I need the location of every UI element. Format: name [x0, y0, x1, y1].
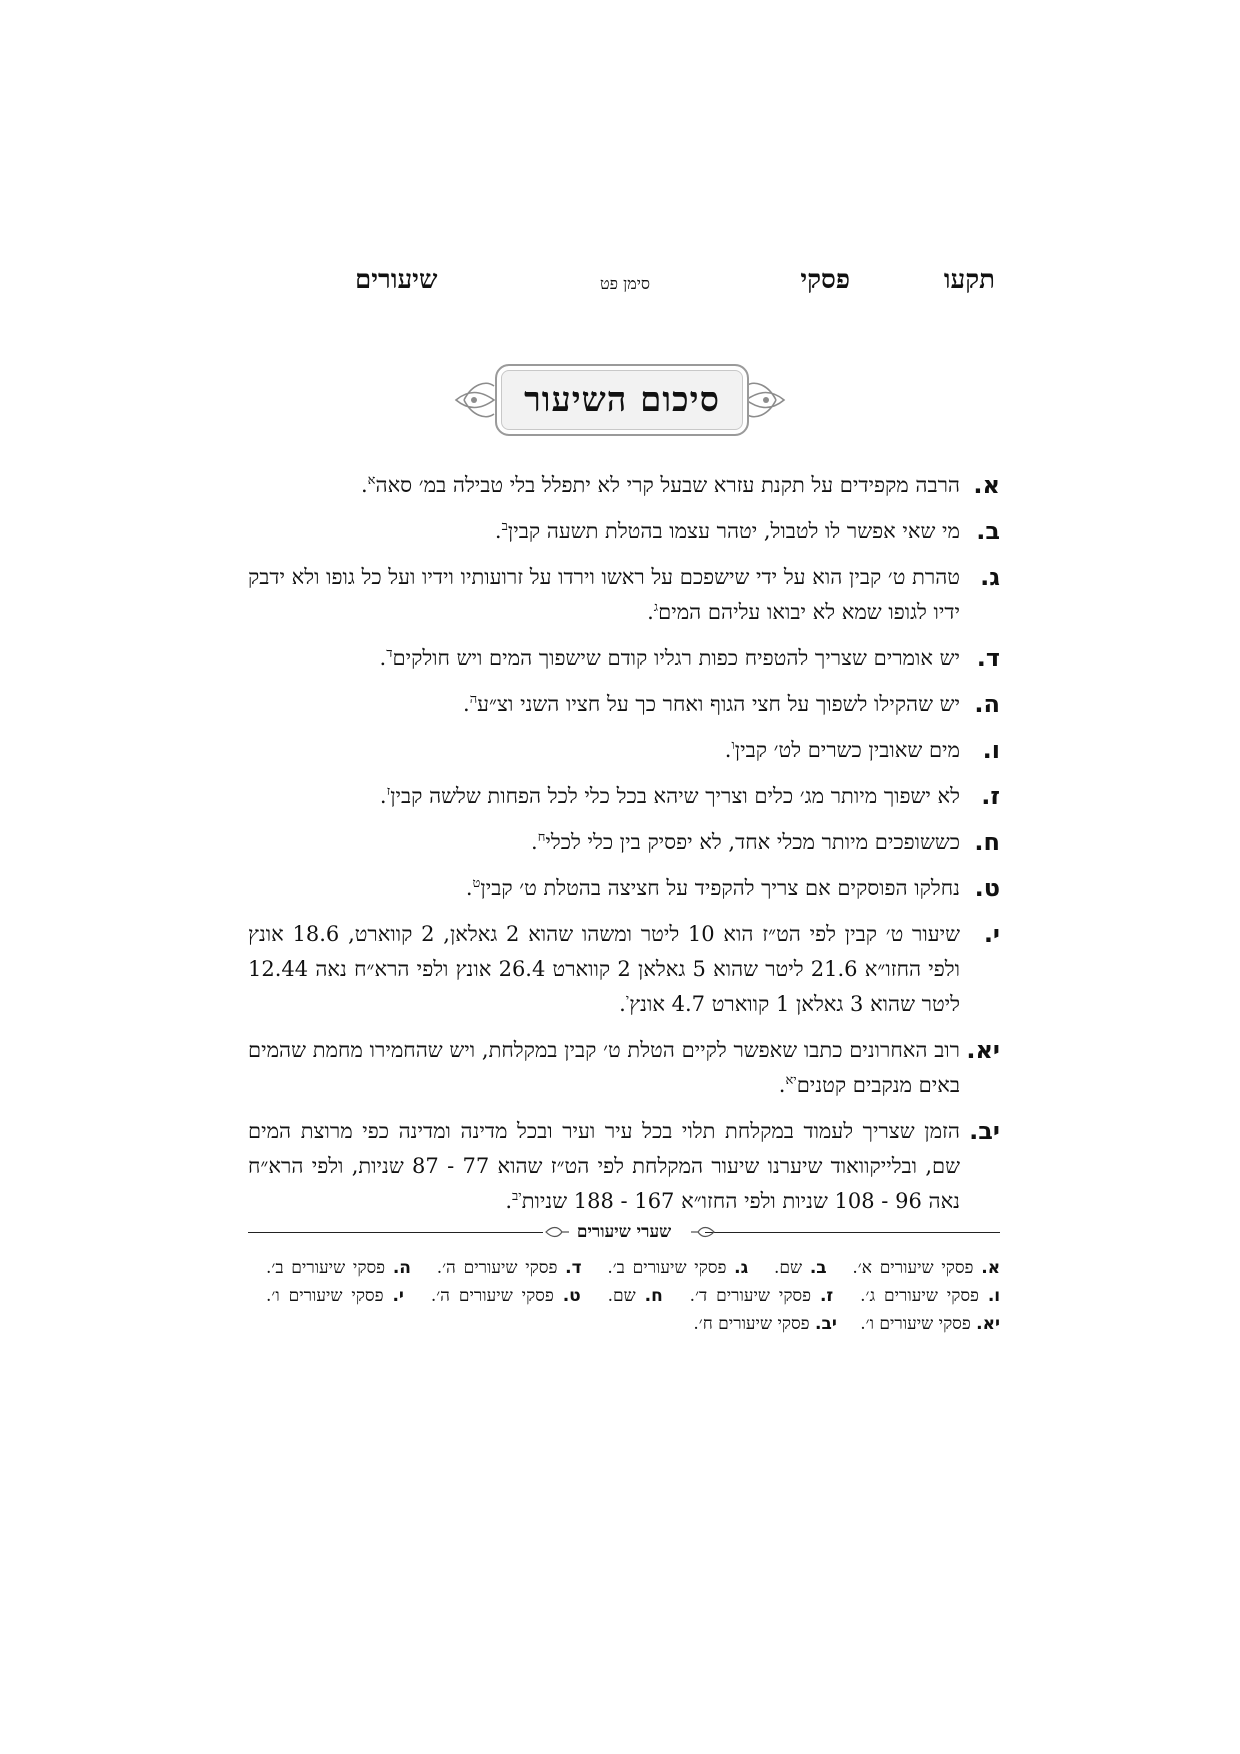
footnote-letter: ט.: [562, 1286, 581, 1306]
title-frame: [450, 360, 790, 440]
footnote-text: שם.: [773, 1258, 803, 1278]
footnote-letter: ד.: [565, 1258, 582, 1278]
footnote: [852, 1258, 1000, 1278]
page-number: תקעו: [943, 265, 995, 295]
footnotes-title: שערי שיעורים: [576, 1222, 672, 1242]
footnote-letter: ה.: [392, 1258, 411, 1278]
item-text: הזמן שצריך לעמוד במקלחת תלוי בכל עיר ועיר ובכל מדינה ומדינה כפי מרוצת המים שם, ובלייקוואוד שיערנו שיעור המקלחת לפי הט״ז שהוא 77 - 87 שניות, ולפי הרא״ח נאה 96 - 108 שניות ולפי החזו״א 167 - 188 שניות: [248, 1119, 960, 1213]
item-letter: ב.: [976, 517, 1000, 545]
note-marker: יב: [512, 1189, 522, 1204]
item-text: שיעור ט׳ קבין לפי הט״ז הוא 10 ליטר ומשהו שהוא 2 גאלאן, 2 קווארט, 18.6 אונץ ולפי החזו״א 21.6 ליטר שהוא 5 גאלאן 2 קווארט 26.4 אונץ ולפי הרא״ח נאה 12.44 ליטר שהוא 3 גאלאן 1 קווארט 4.7 אונץ: [248, 922, 960, 1016]
footnote-letter: א.: [981, 1258, 1001, 1278]
note-marker: ד: [386, 646, 393, 661]
item-letter: ה.: [974, 690, 1000, 718]
separator-line: [705, 1232, 1000, 1233]
note-marker: ח: [537, 830, 546, 845]
footnote-text: פסקי שיעורים ג׳.: [860, 1286, 979, 1306]
separator-line: [248, 1232, 543, 1233]
item-text: יש שהקילו לשפוך על חצי הגוף ואחר כך על חציו השני וצ״ע: [477, 692, 960, 716]
footnote-letter: ב.: [809, 1258, 827, 1278]
footnote-letter: ז.: [819, 1286, 834, 1306]
footnote: [266, 1286, 404, 1306]
summary-list: [248, 468, 1000, 1230]
footnote: [607, 1258, 748, 1278]
footnote: [431, 1286, 581, 1306]
item-letter: ח.: [974, 828, 1000, 856]
item-letter: א.: [973, 471, 1000, 499]
list-item: ה. יש שהקילו לשפוך על חצי הגוף ואחר כך על חציו השני וצ״ע$^ה$.: [248, 687, 1000, 722]
footnote-letter: ג.: [734, 1258, 749, 1278]
list-item: ב. מי שאי אפשר לו לטבול, יטהר עצמו בהטלת תשעה קבין$^ב$.: [248, 514, 1000, 549]
list-item: ז. לא ישפוך מיותר מג׳ כלים וצריך שיהא בכל כלי לכל הפחות שלשה קבין$^ז$.: [248, 779, 1000, 814]
item-letter: ג.: [980, 563, 1000, 591]
item-text: הרבה מקפידים על תקנת עזרא שבעל קרי לא יתפלל בלי טבילה במ׳ סאה: [375, 473, 960, 497]
footnote: [860, 1286, 1000, 1306]
list-item: ו. מים שאובין כשרים לט׳ קבין$^ו$.: [248, 733, 1000, 768]
footnote-separator: [248, 1222, 1000, 1242]
footnote-text: פסקי שיעורים ח׳.: [693, 1314, 810, 1334]
footnote-text: פסקי שיעורים ב׳.: [266, 1258, 386, 1278]
item-text: לא ישפוך מיותר מג׳ כלים וצריך שיהא בכל כלי לכל הפחות שלשה קבין: [390, 784, 960, 808]
ornament-right-icon: [690, 1224, 716, 1240]
topic-title: שיעורים: [355, 265, 438, 295]
footnote: [860, 1314, 1000, 1334]
footnote-text: שם.: [607, 1286, 636, 1306]
item-letter: יב.: [969, 1117, 1000, 1145]
page-title: סיכום השיעור: [524, 380, 720, 420]
book-title: פסקי: [800, 265, 850, 295]
footnote: [608, 1286, 663, 1306]
footnote-letter: י.: [392, 1286, 404, 1306]
item-letter: ו.: [982, 736, 1000, 764]
footnote-letter: ח.: [644, 1286, 663, 1306]
footnote-text: פסקי שיעורים ו׳.: [860, 1314, 971, 1334]
footnote-letter: יב.: [815, 1314, 837, 1334]
item-text: מים שאובין כשרים לט׳ קבין: [734, 738, 960, 762]
footnote-text: פסקי שיעורים ד׳.: [689, 1286, 812, 1306]
footnote-text: פסקי שיעורים ב׳.: [607, 1258, 727, 1278]
item-letter: ד.: [976, 644, 1000, 672]
note-marker: י: [625, 992, 630, 1007]
list-item: יא. רוב האחרונים כתבו שאפשר לקיים הטלת ט׳ קבין במקלחת, ויש שהחמירו מחמת שהמים באים מנקבים קטנים$^{יא}$.: [248, 1033, 1000, 1103]
list-item: ח. כששופכים מיותר מכלי אחד, לא יפסיק בין כלי לכלי$^ח$.: [248, 825, 1000, 860]
footnote: [266, 1258, 411, 1278]
footnote-letter: ו.: [987, 1286, 1001, 1306]
note-marker: ה: [469, 692, 478, 707]
list-item: ד. יש אומרים שצריך להטפיח כפות רגליו קודם שישפוך המים ויש חולקים$^ד$.: [248, 641, 1000, 676]
list-item: א. הרבה מקפידים על תקנת עזרא שבעל קרי לא יתפלל בלי טבילה במ׳ סאה$^א$.: [248, 468, 1000, 503]
footnote-text: פסקי שיעורים ו׳.: [266, 1286, 384, 1306]
item-letter: י.: [983, 920, 1000, 948]
item-text: רוב האחרונים כתבו שאפשר לקיים הטלת ט׳ קבין במקלחת, ויש שהחמירו מחמת שהמים באים מנקבים קטנים: [248, 1038, 960, 1097]
note-marker: א: [367, 473, 376, 488]
note-marker: יא: [785, 1073, 797, 1088]
note-marker: ז: [386, 784, 391, 799]
item-text: כששופכים מיותר מכלי אחד, לא יפסיק בין כלי לכלי: [545, 830, 960, 854]
siman-label: סימן פט: [600, 274, 650, 293]
footnote: [437, 1258, 582, 1278]
item-text: טהרת ט׳ קבין הוא על ידי שישפכם על ראשו וירדו על זרועותיו וידיו ועל כל גופו ולא ידבק ידיו לגופו שמא לא יבואו עליהם המים: [248, 565, 960, 624]
item-text: יש אומרים שצריך להטפיח כפות רגליו קודם שישפוך המים ויש חולקים: [392, 646, 960, 670]
footnote-text: פסקי שיעורים ה׳.: [436, 1258, 558, 1278]
list-item: י. שיעור ט׳ קבין לפי הט״ז הוא 10 ליטר ומשהו שהוא 2 גאלאן, 2 קווארט, 18.6 אונץ ולפי החזו״א 21.6 ליטר שהוא 5 גאלאן 2 קווארט 26.4 אונץ ולפי הרא״ח נאה 12.44 ליטר שהוא 3 גאלאן 1 קווארט 4.7 אונץ$^י$.: [248, 917, 1000, 1022]
item-letter: ז.: [981, 782, 1000, 810]
item-text: מי שאי אפשר לו לטבול, יטהר עצמו בהטלת תשעה קבין: [507, 519, 960, 543]
running-header: [355, 262, 995, 302]
footnote-text: פסקי שיעורים ה׳.: [430, 1286, 554, 1306]
note-marker: ב: [501, 519, 508, 534]
item-letter: ט.: [974, 874, 1000, 902]
footnotes: [248, 1254, 1000, 1338]
footnote-letter: יא.: [976, 1314, 1000, 1334]
footnote: [693, 1314, 836, 1334]
item-letter: יא.: [966, 1036, 1000, 1064]
note-marker: ו: [731, 738, 735, 753]
note-marker: ג: [653, 600, 659, 615]
footnote: [774, 1258, 827, 1278]
note-marker: ט: [472, 876, 481, 891]
title-box: [495, 364, 749, 436]
list-item: יב. הזמן שצריך לעמוד במקלחת תלוי בכל עיר ועיר ובכל מדינה ומדינה כפי מרוצת המים שם, ובלייקוואוד שיערנו שיעור המקלחת לפי הט״ז שהוא 77 - 87 שניות, ולפי הרא״ח נאה 96 - 108 שניות ולפי החזו״א 167 - 188 שניות$^{יב}$.: [248, 1114, 1000, 1219]
footnote-text: פסקי שיעורים א׳.: [852, 1258, 974, 1278]
list-item: ג. טהרת ט׳ קבין הוא על ידי שישפכם על ראשו וירדו על זרועותיו וידיו ועל כל גופו ולא ידבק ידיו לגופו שמא לא יבואו עליהם המים$^ג$.: [248, 560, 1000, 630]
footnote: [690, 1286, 834, 1306]
item-text: נחלקו הפוסקים אם צריך להקפיד על חציצה בהטלת ט׳ קבין: [480, 876, 960, 900]
list-item: ט. נחלקו הפוסקים אם צריך להקפיד על חציצה בהטלת ט׳ קבין$^ט$.: [248, 871, 1000, 906]
